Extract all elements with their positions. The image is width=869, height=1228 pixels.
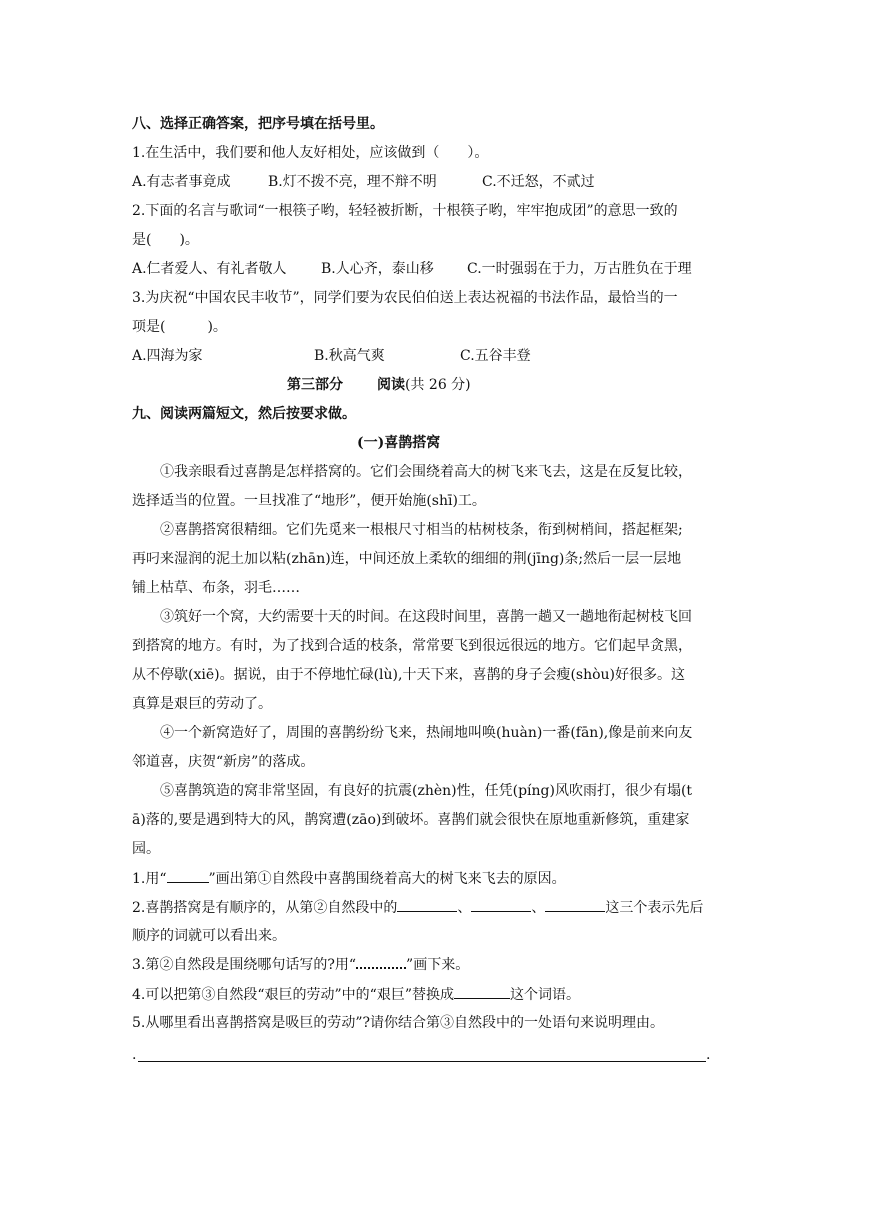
answer-line-5[interactable]: [138, 1061, 706, 1062]
question-8-1-stem: 1.在生活中，我们要和他人友好相处，应该做到（ ）。: [132, 145, 489, 161]
paragraph-5-line1: ⑤喜鹊筑造的窝非常坚固，有良好的抗震(zhèn)性，任凭(píng)风吹雨打，很少有塌(t: [160, 783, 693, 799]
paragraph-3-line4: 真算是艰巨的劳动了。: [132, 696, 272, 712]
question-9-5: 5.从哪里看出喜鹊搭窝是吸巨的劳动”?请你结合第③自然段中的一处语句来说明理由。: [132, 1015, 665, 1031]
question-9-2: [132, 897, 703, 918]
question-8-2-stem-line2: 是( )。: [132, 232, 199, 248]
paragraph-2-line3: 铺上枯草、布条，羽毛……: [132, 580, 300, 596]
question-8-2-option-a: A.仁者爱人、有礼者敬人: [132, 261, 287, 277]
question-9-3-text-b: ”画下来。: [406, 957, 470, 973]
question-8-3-stem-line1: 3.为庆祝“中国农民丰收节”，同学们要为农民伯伯送上表达祝福的书法作品，最恰当的一: [132, 290, 678, 306]
part-3-label: 第三部分: [287, 377, 343, 393]
question-9-2-sep-2: 、: [531, 900, 546, 916]
question-8-3-option-a: A.四海为家: [132, 348, 203, 364]
question-8-1-option-b: B.灯不拨不亮，理不辩不明: [268, 174, 437, 190]
question-9-1: [132, 868, 566, 889]
question-8-3-stem-line2: 项是( )。: [132, 319, 227, 335]
question-8-1-option-a: A.有志者事竟成: [132, 174, 231, 190]
section-9-title: 九、阅读两篇短文，然后按要求做。: [132, 406, 356, 422]
paragraph-2-line1: ②喜鹊搭窝很精细。它们先觅来一根根尺寸相当的枯树枝条，衔到树梢间，搭起框架;: [160, 522, 683, 538]
part-3-title: 阅读: [377, 377, 405, 393]
paragraph-5-line3: 园。: [132, 841, 160, 857]
question-9-3-text-a: 3.第②自然段是围绕哪句话写的?用“: [132, 957, 357, 973]
paragraph-1-line2: 选择适当的位置。一旦找准了“地形”，便开始施(shī)工。: [132, 493, 486, 509]
question-9-1-text-a: 1.用“: [132, 871, 167, 887]
question-9-3: [132, 955, 469, 975]
section-8-title: 八、选择正确答案，把序号填在括号里。: [132, 116, 384, 132]
question-8-1-option-c: C.不迁怒，不贰过: [482, 174, 595, 190]
answer-blank-2[interactable]: [471, 897, 531, 912]
question-9-4: [132, 984, 580, 1005]
paragraph-3-line1: ③筑好一个窝，大约需要十天的时间。在这段时间里，喜鹊一趟又一趟地衔起树枝飞回: [160, 609, 692, 625]
part-3-heading: [377, 375, 471, 395]
question-8-2-option-c: C.一时强弱在于力，万古胜负在于理: [467, 261, 692, 277]
part-3-score: (共 26 分): [405, 377, 471, 393]
question-9-4-text-a: 4.可以把第③自然段“艰巨的劳动”中的“艰巨”替换成: [132, 987, 454, 1003]
question-9-2-text-b: 这三个表示先后: [605, 900, 704, 916]
question-8-3-option-b: B.秋高气爽: [314, 348, 385, 364]
question-8-2-stem-line1: 2.下面的名言与歌词“一根筷子哟，轻轻被折断，十根筷子哟，牢牢抱成团”的意思一致的: [132, 203, 678, 219]
paragraph-3-line2: 到搭窝的地方。有时，为了找到合适的枝条，常常要飞到很远很远的地方。它们起早贪黑，: [132, 638, 692, 654]
paragraph-4-line2: 邻道喜，庆贺“新房”的落成。: [132, 754, 315, 770]
paragraph-3-line3: 从不停歇(xiē)。据说，由于不停地忙碌(lù),十天下来，喜鹊的身子会瘦(shòu)好很多。这: [132, 667, 686, 683]
paragraph-1-line1: ①我亲眼看过喜鹊是怎样搭窝的。它们会围绕着高大的树飞来飞去，这是在反复比较，: [160, 464, 692, 480]
question-9-2-line2: 顺序的词就可以看出来。: [132, 928, 286, 944]
paragraph-4-line1: ④一个新窝造好了，周围的喜鹊纷纷飞来，热闹地叫唤(huàn)一番(fān),像是前来向友: [160, 725, 693, 741]
question-9-1-text-b: ”画出第①自然段中喜鹊围绕着高大的树飞来飞去的原因。: [208, 871, 566, 887]
paragraph-2-line2: 再叼来湿润的泥土加以粘(zhān)连，中间还放上柔软的细细的荆(jīng)条;然后一层一层地: [132, 551, 682, 567]
question-8-2-option-b: B.人心齐，泰山移: [321, 261, 434, 277]
question-9-3-wavy-line-sample: [356, 955, 406, 969]
answer-line-end: .: [706, 1047, 711, 1063]
question-9-2-text-a: 2.喜鹊搭窝是有顺序的，从第②自然段中的: [132, 900, 398, 916]
answer-line-start: .: [132, 1047, 137, 1063]
paragraph-5-line2: ā)落的,要是遇到特大的风，鹊窝遭(zāo)到破坏。喜鹊们就会很快在原地重新修筑，重建家: [132, 812, 690, 828]
question-9-1-underline-sample: [167, 868, 209, 883]
question-9-2-sep-1: 、: [457, 900, 472, 916]
answer-blank-3[interactable]: [545, 897, 605, 912]
passage-title: (一)喜鹊搭窝: [357, 435, 441, 451]
answer-blank-4[interactable]: [454, 984, 510, 999]
question-8-3-option-c: C.五谷丰登: [460, 348, 531, 364]
question-9-4-text-b: 这个词语。: [510, 987, 580, 1003]
answer-blank-1[interactable]: [397, 897, 457, 912]
